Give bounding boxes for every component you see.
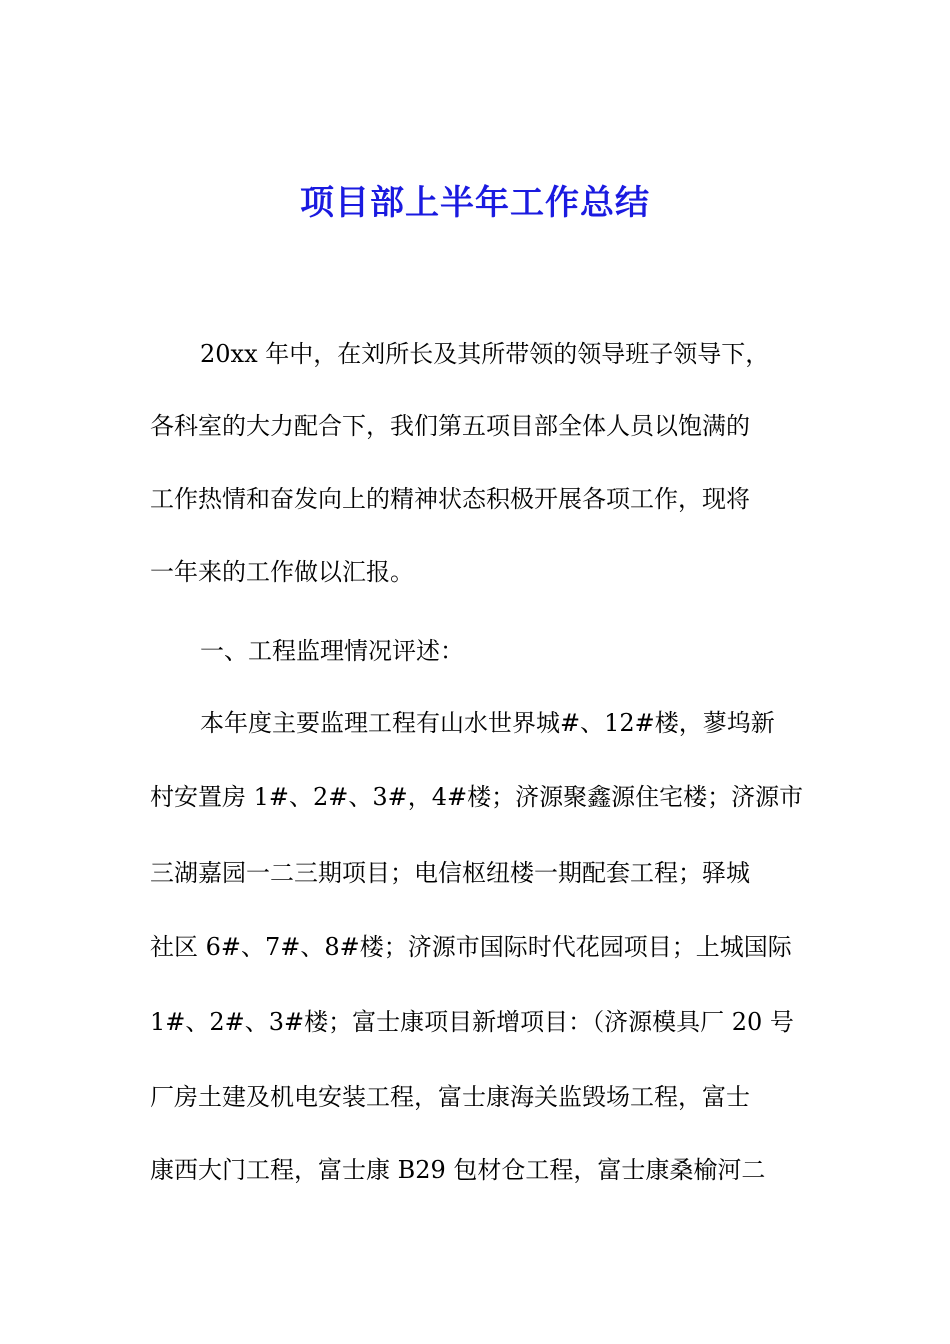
paragraph-line: 康西大门工程，富士康 B29 包材仓工程，富士康桑榆河二 (150, 1156, 766, 1184)
document-title: 项目部上半年工作总结 (300, 183, 650, 223)
paragraph-line: 本年度主要监理工程有山水世界城#、12#楼，蓼坞新 (200, 709, 775, 737)
paragraph-line: 1#、2#、3#楼；富士康项目新增项目：（济源模具厂 20 号 (150, 1008, 794, 1036)
paragraph-line: 工作热情和奋发向上的精神状态积极开展各项工作，现将 (150, 485, 750, 513)
paragraph-line: 村安置房 1#、2#、3#，4#楼；济源聚鑫源住宅楼；济源市 (150, 783, 804, 811)
paragraph-line: 一年来的工作做以汇报。 (150, 558, 414, 586)
paragraph-line: 20xx 年中，在刘所长及其所带领的领导班子领导下， (200, 340, 770, 368)
paragraph-line: 各科室的大力配合下，我们第五项目部全体人员以饱满的 (150, 412, 750, 440)
paragraph-line: 三湖嘉园一二三期项目；电信枢纽楼一期配套工程；驿城 (150, 859, 750, 887)
paragraph-line: 社区 6#、7#、8#楼；济源市国际时代花园项目；上城国际 (150, 933, 792, 961)
paragraph-line: 厂房土建及机电安装工程，富士康海关监毁场工程，富士 (150, 1083, 750, 1111)
section-heading: 一、工程监理情况评述： (200, 637, 464, 665)
